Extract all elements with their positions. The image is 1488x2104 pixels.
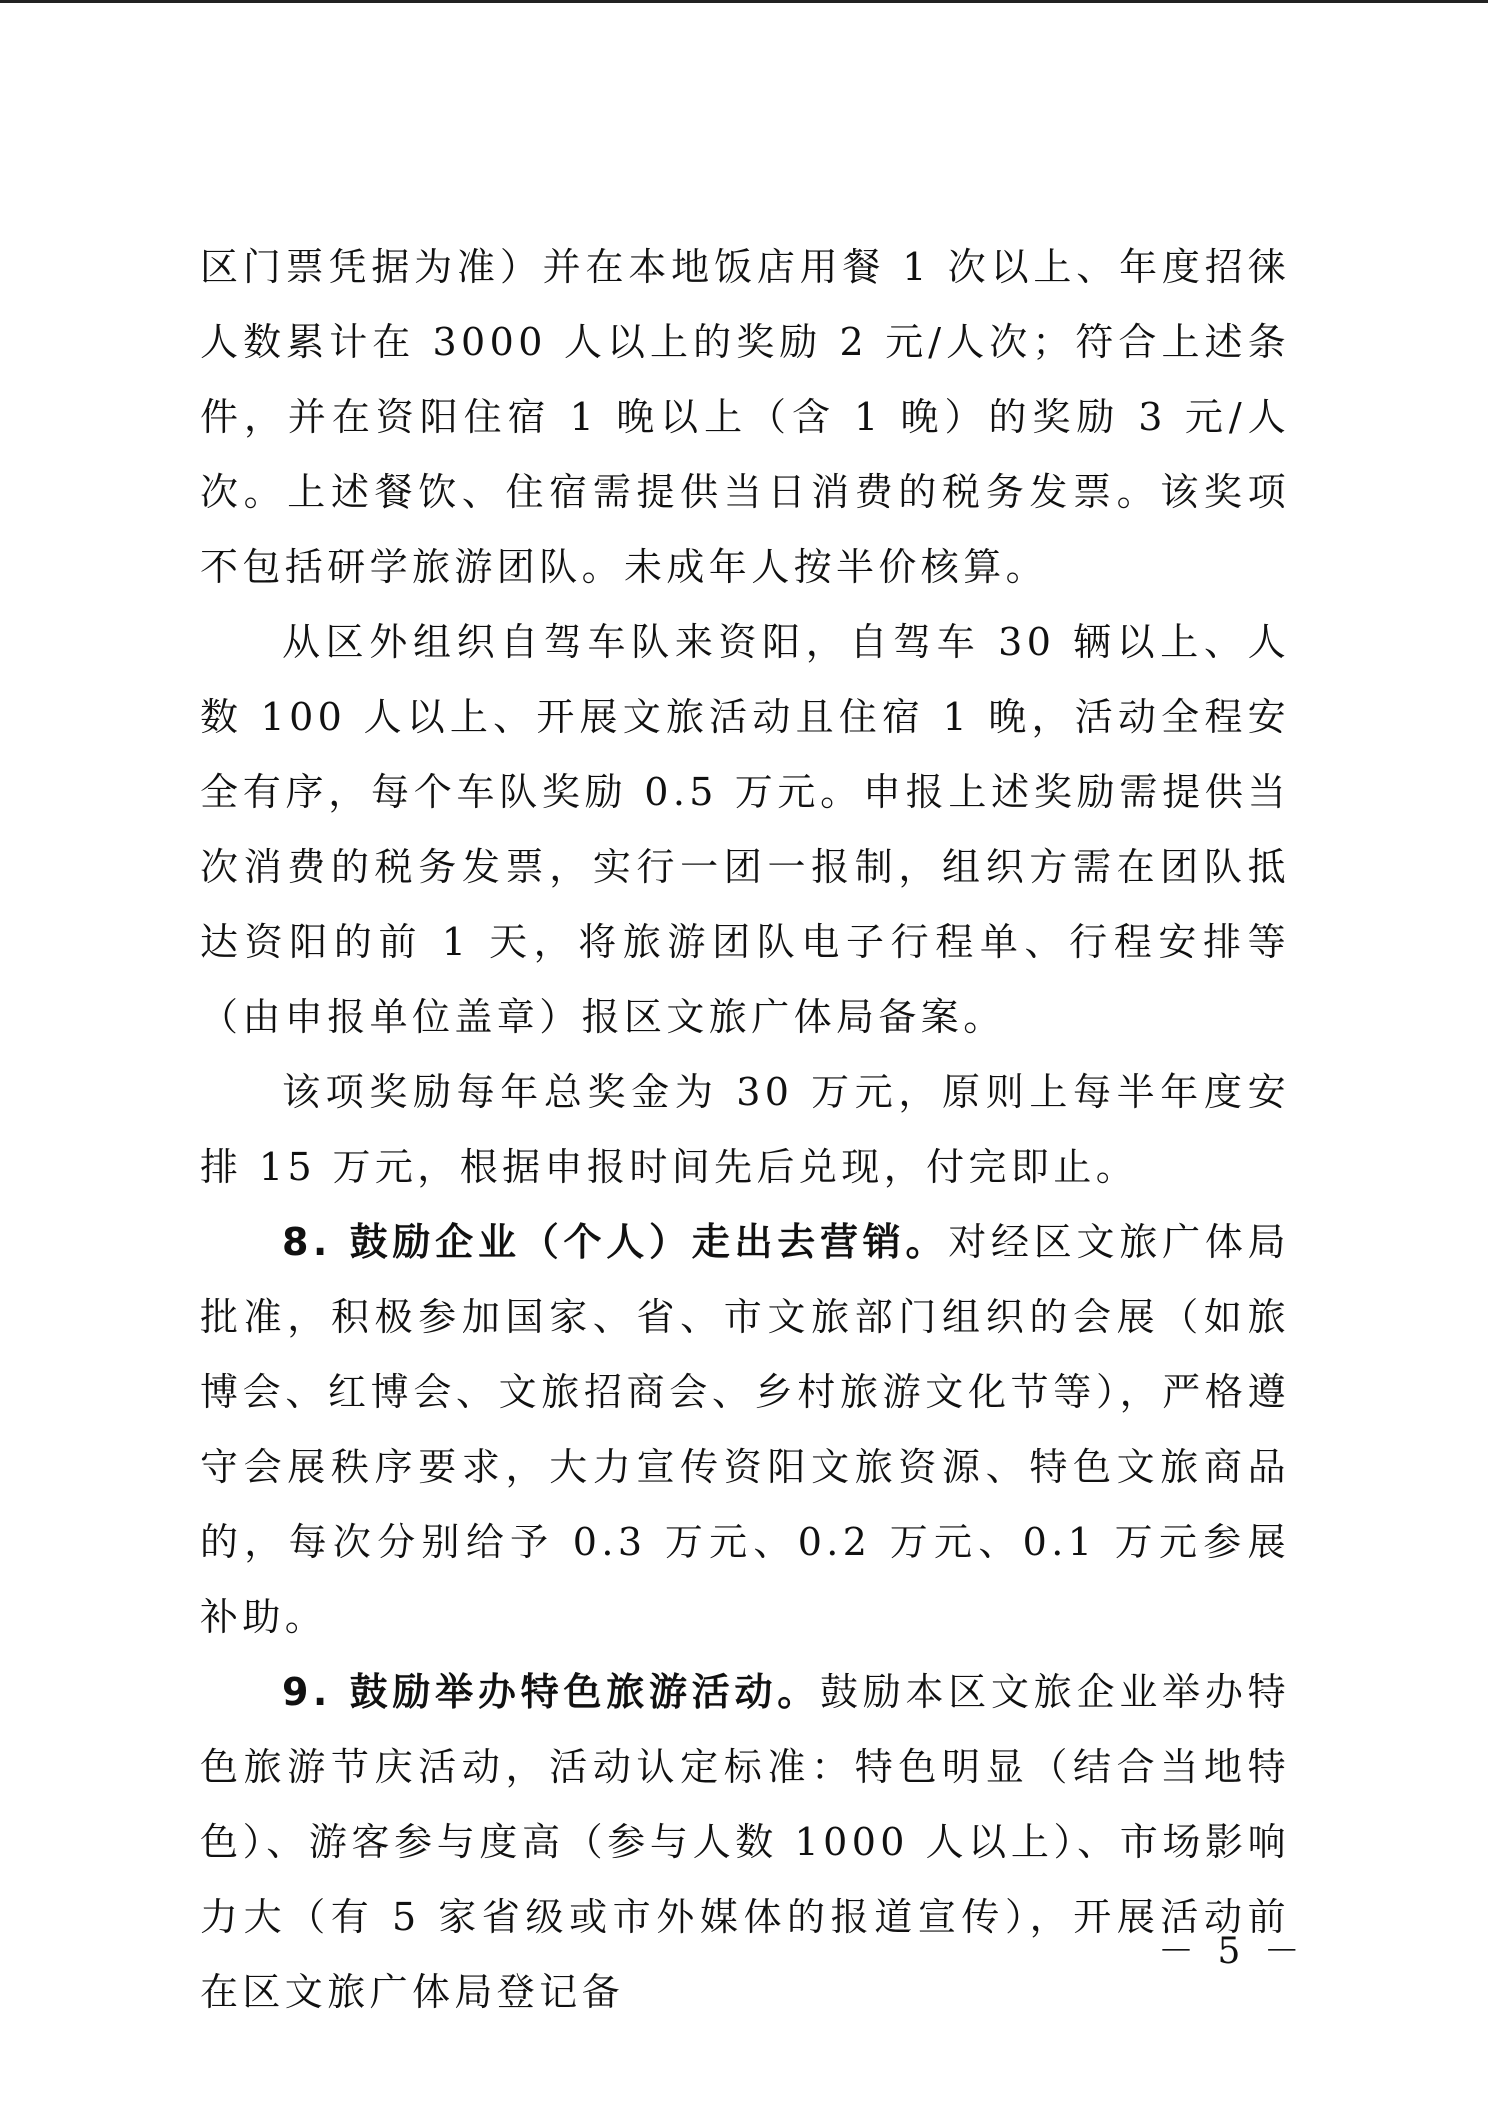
paragraph-4-text: 对经区文旅广体局批准，积极参加国家、省、市文旅部门组织的会展（如旅博会、红博会、文旅招商会、乡村旅游文化节等），严格遵守会展秩序要求，大力宣传资阳文旅资源、特色文旅商品的，每次分别给予 0.3 万元、0.2 万元、0.1 万元参展补助。: [200, 1220, 1290, 1639]
paragraph-2-text: 从区外组织自驾车队来资阳，自驾车 30 辆以上、人数 100 人以上、开展文旅活动且住宿 1 晚，活动全程安全有序，每个车队奖励 0.5 万元。申报上述奖励需提供当次消费的税务发票，实行一团一报制，组织方需在团队抵达资阳的前 1 天，将旅游团队电子行程单、行程安排等（由申报单位盖章）报区文旅广体局备案。: [200, 620, 1290, 1039]
document-body: [200, 230, 1290, 2030]
section-9-heading: 9. 鼓励举办特色旅游活动。: [282, 1670, 821, 1714]
paragraph-1: [200, 230, 1290, 605]
paragraph-3: [200, 1055, 1290, 1205]
paragraph-2: [200, 605, 1290, 1055]
page-number: － 5 －: [1158, 1931, 1306, 1972]
paragraph-5: [200, 1655, 1290, 2030]
paragraph-4: [200, 1205, 1290, 1655]
paragraph-3-text: 该项奖励每年总奖金为 30 万元，原则上每半年度安排 15 万元，根据申报时间先后兑现，付完即止。: [200, 1070, 1290, 1189]
paragraph-1-text: 区门票凭据为准）并在本地饭店用餐 1 次以上、年度招徕人数累计在 3000 人以上的奖励 2 元/人次；符合上述条件，并在资阳住宿 1 晚以上（含 1 晚）的奖励 3 元/人次。上述餐饮、住宿需提供当日消费的税务发票。该奖项不包括研学旅游团队。未成年人按半价核算。: [200, 245, 1290, 589]
paragraph-5-text: 鼓励本区文旅企业举办特色旅游节庆活动，活动认定标准：特色明显（结合当地特色）、游客参与度高（参与人数 1000 人以上）、市场影响力大（有 5 家省级或市外媒体的报道宣传），开展活动前在区文旅广体局登记备: [200, 1670, 1290, 2014]
section-8-heading: 8. 鼓励企业（个人）走出去营销。: [282, 1220, 949, 1264]
